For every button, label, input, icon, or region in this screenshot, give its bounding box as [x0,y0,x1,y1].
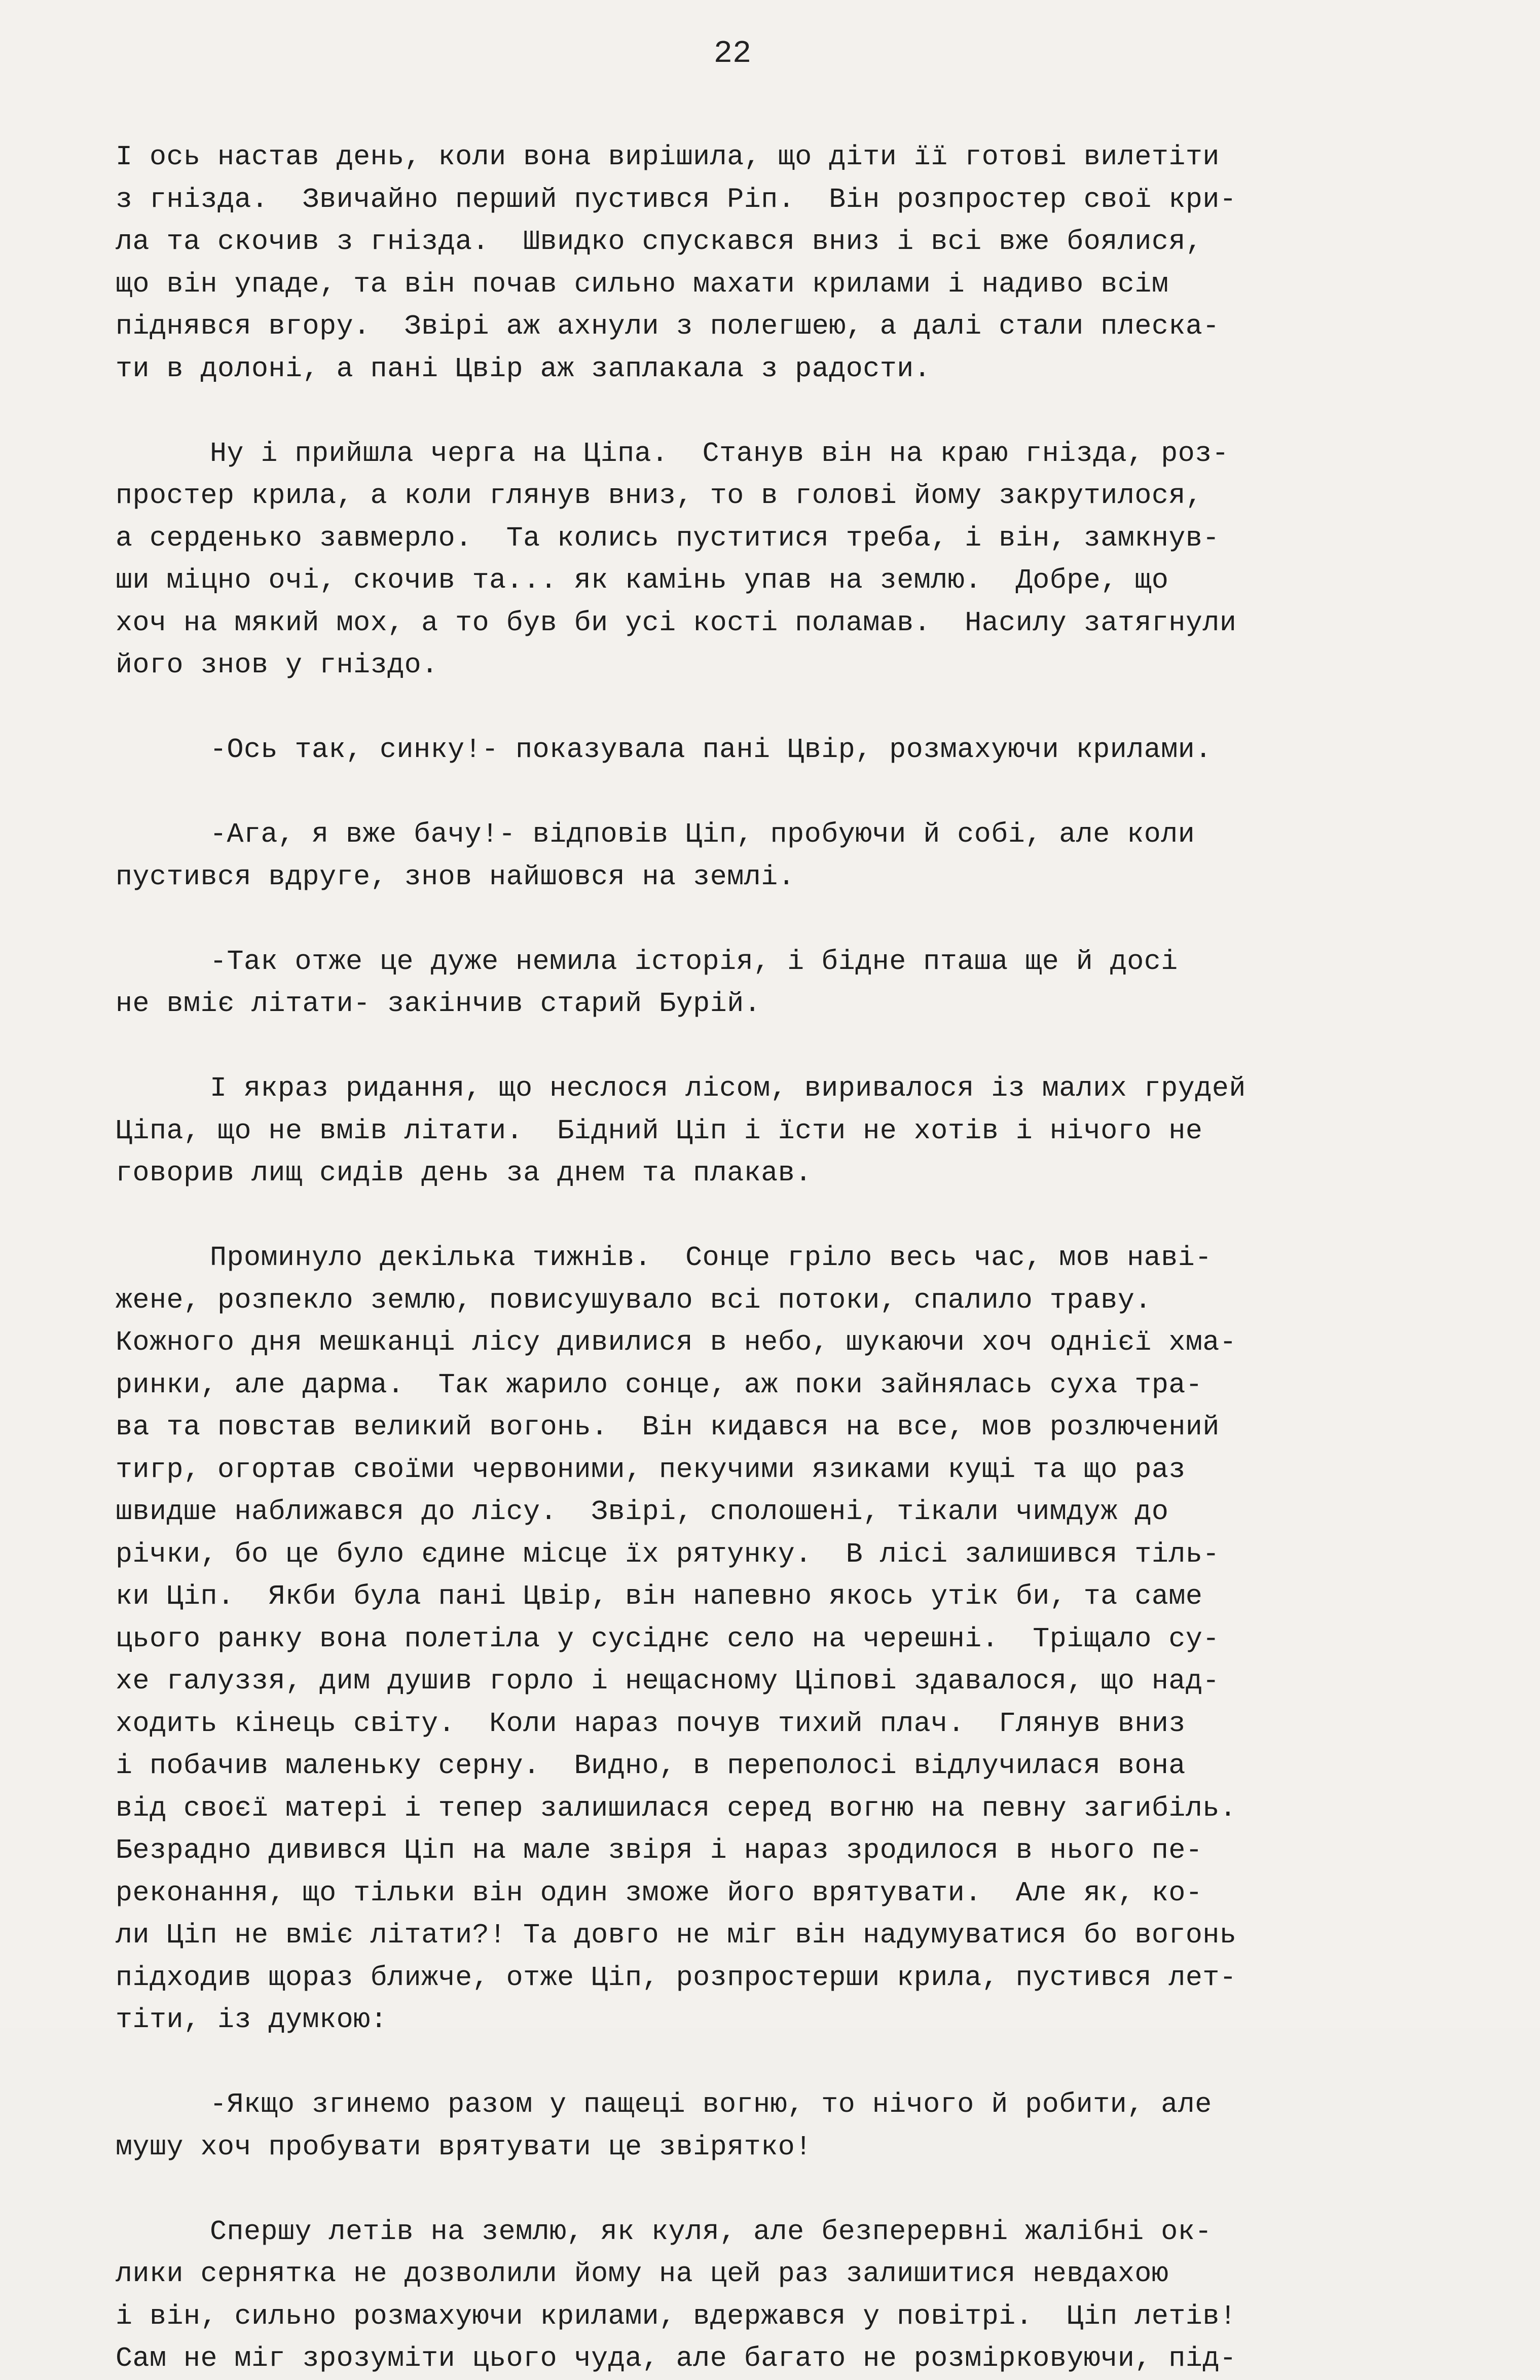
paragraph [116,2083,1484,2168]
text-line: а серденько завмерло. Та колись пуститися треба, і він, замкнув- [116,522,1220,554]
text-line: хоч на мякий мох, а то був би усі кості поламав. Насилу затягнули [116,606,1237,639]
paragraph [116,136,1484,390]
text-line: швидше наближався до лісу. Звірі, сполошені, тікали чимдуж до [116,1496,1169,1528]
paragraph [116,432,1484,687]
text-line: ли Ціп не вміє літати?! Та довго не міг він надумуватися бо вогонь [116,1919,1237,1951]
text-line: мушу хоч пробувати врятувати це звірятко! [116,2131,812,2163]
text-line: ти в долоні, а пані Цвір аж заплакала з радости. [116,352,931,385]
text-line: говорив лищ сидів день за днем та плакав. [116,1157,812,1189]
text-line: ва та повстав великий вогонь. Він кидався на все, мов розлючений [116,1411,1220,1443]
text-line: ки Ціп. Якби була пані Цвір, він напевно якось утік би, та саме [116,1580,1203,1612]
text-line: не вміє літати- закінчив старий Бурій. [116,988,761,1020]
text-line: що він упаде, та він почав сильно махати крилами і надиво всім [116,268,1169,300]
text-line: Ціпа, що не вмів літати. Бідний Ціп і їсти не хотів і нічого не [116,1114,1203,1147]
paragraph [116,941,1484,1025]
text-line: ла та скочив з гнізда. Швидко спускався вниз і всі вже боялися, [116,226,1203,258]
text-line: цього ранку вона полетіла у сусіднє село на черешні. Тріщало су- [116,1622,1220,1655]
text-line: жене, розпекло землю, повисушувало всі потоки, спалило траву. [116,1284,1152,1316]
text-line: піднявся вгору. Звірі аж ахнули з полегшею, а далі стали плеска- [116,310,1220,342]
text-line: простер крила, а коли глянув вниз, то в голові йому закрутилося, [116,480,1203,512]
text-line: ринки, але дарма. Так жарило сонце, аж поки зайнялась суха тра- [116,1368,1203,1401]
text-line: з гнізда. Звичайно перший пустився Ріп. Він розпростер свої кри- [116,183,1237,215]
text-line: реконання, що тільки він один зможе його врятувати. Але як, ко- [116,1877,1203,1909]
text-line: тигр, огортав своїми червоними, пекучими язиками кущі та що раз [116,1453,1186,1486]
text-line: -Ось так, синку!- показувала пані Цвір, розмахуючи крилами. [210,734,1212,766]
paragraph [116,1237,1484,2041]
paragraph [116,2211,1484,2380]
text-line: Безрадно дивився Ціп на мале звіря і нараз зродилося в нього пе- [116,1834,1203,1866]
page-number: 22 [713,35,752,71]
text-line: і побачив маленьку серну. Видно, в переполосі відлучилася вона [116,1750,1186,1782]
text-line: від своєї матері і тепер залишилася серед вогню на певну загибіль. [116,1792,1237,1824]
text-line: тіти, із думкою: [116,2004,388,2036]
text-line: Проминуло декілька тижнів. Сонце гріло весь час, мов наві- [210,1242,1212,1274]
text-line: -Якщо згинемо разом у пащеці вогню, то нічого й робити, але [210,2088,1212,2120]
text-line: ши міцно очі, скочив та... як камінь упав на землю. Добре, що [116,564,1169,596]
paragraph [116,729,1484,771]
text-line: пустився вдруге, знов найшовся на землі. [116,860,795,893]
text-line: Спершу летів на землю, як куля, але безперервні жалібні ок- [210,2215,1212,2248]
paragraph [116,813,1484,898]
text-line: Кожного дня мешканці лісу дивилися в небо, шукаючи хоч однієї хма- [116,1326,1237,1358]
text-line: Ну і прийшла черга на Ціпа. Станув він на краю гнізда, роз- [210,437,1229,470]
text-line: його знов у гніздо. [116,649,438,681]
text-line: підходив щораз ближче, отже Ціп, розпростерши крила, пустився лет- [116,1961,1237,1994]
text-line: Сам не міг зрозуміти цього чуда, але багато не розмірковуючи, під- [116,2342,1237,2374]
text-line: І ось настав день, коли вона вирішила, що діти її готові вилетіти [116,141,1220,173]
text-line: хе галуззя, дим душив горло і нещасному Ціпові здавалося, що над- [116,1665,1220,1697]
text-line: І якраз ридання, що неслося лісом, виривалося із малих грудей [210,1072,1246,1104]
text-line: ходить кінець світу. Коли нараз почув тихий плач. Глянув вниз [116,1707,1186,1740]
text-line: річки, бо це було єдине місце їх рятунку. В лісі залишився тіль- [116,1538,1220,1570]
text-line: -Ага, я вже бачу!- відповів Ціп, пробуючи й собі, але коли [210,818,1195,850]
text-line: -Так отже це дуже немила історія, і бідне пташа ще й досі [210,945,1178,978]
text-line: лики сернятка не дозволили йому на цей раз залишитися невдахою [116,2258,1169,2290]
text-line: і він, сильно розмахуючи крилами, вдержався у повітрі. Ціп летів! [116,2300,1237,2332]
body-text [116,136,1484,2380]
paragraph [116,1067,1484,1195]
